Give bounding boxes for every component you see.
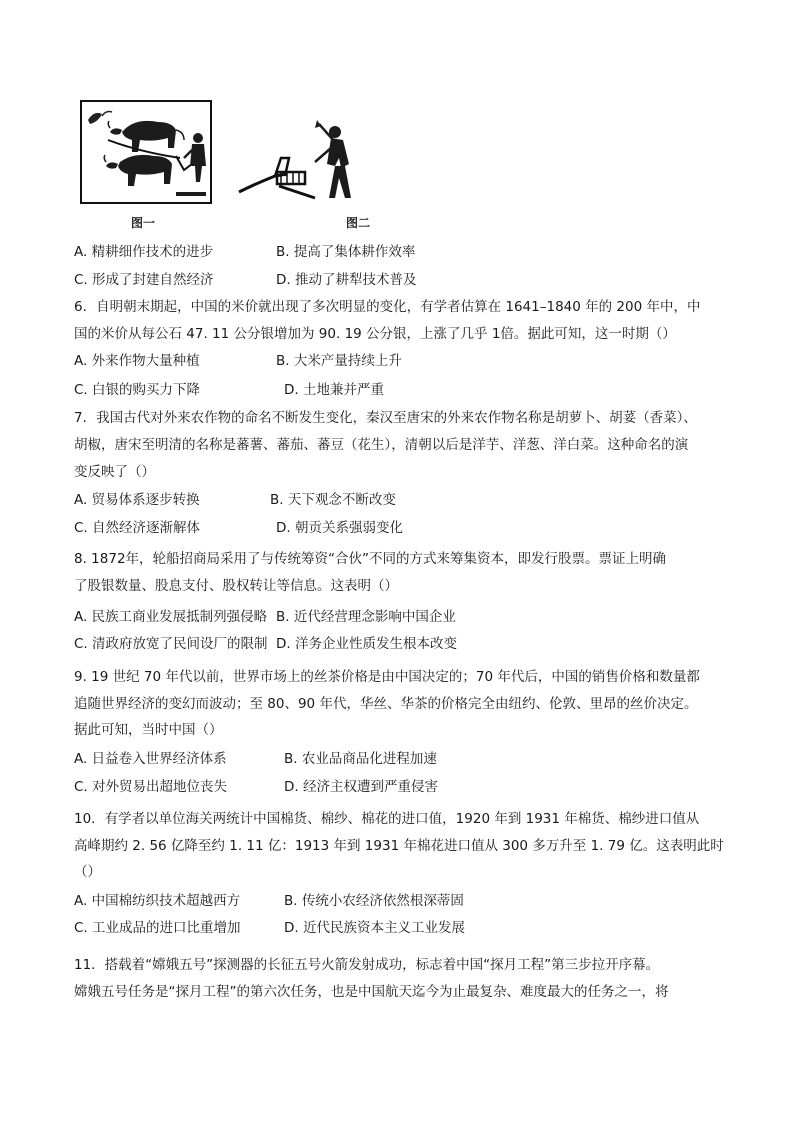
- q8-option-d: D. 洋务企业性质发生根本改变: [276, 636, 457, 652]
- q7-stem-line-2: 胡椒，唐宋至明清的名称是蕃薯、蕃茄、蕃豆（花生），清朝以后是洋芋、洋葱、洋白菜。这种命名的演: [74, 437, 689, 453]
- q6-option-b: B. 大米产量持续上升: [276, 353, 402, 369]
- q8-option-b: B. 近代经营理念影响中国企业: [276, 609, 456, 625]
- q5-option-c: C. 形成了封建自然经济: [74, 272, 214, 288]
- plowing-oxen-illustration: [80, 100, 212, 204]
- q10-option-c: C. 工业成品的进口比重增加: [74, 920, 241, 936]
- curved-shaft-plow-illustration: [235, 118, 367, 204]
- q8-stem-line-1: 8. 1872年，轮船招商局采用了与传统筹资“合伙”不同的方式来筹集资本，即发行股票。票证上明确: [74, 551, 667, 567]
- q10-option-b: B. 传统小农经济依然根深蒂固: [284, 893, 464, 909]
- q6-option-d: D. 土地兼并严重: [284, 382, 384, 398]
- q7-stem-line-3: 变反映了（）: [74, 464, 155, 480]
- q9-stem-line-3: 据此可知，当时中国（）: [74, 722, 223, 738]
- figure-2-caption: 图二: [346, 216, 371, 230]
- q7-option-d: D. 朝贡关系强弱变化: [276, 520, 403, 536]
- q9-option-a: A. 日益卷入世界经济体系: [74, 751, 227, 767]
- q10-stem-line-2: 高峰期约 2. 56 亿降至约 1. 11 亿：1913 年到 1931 年棉花进口值从 300 多万升至 1. 79 亿。这表明此时: [74, 838, 724, 854]
- q10-option-d: D. 近代民族资本主义工业发展: [284, 920, 465, 936]
- q6-stem-line-2: 国的米价从每公石 47. 11 公分银增加为 90. 19 公分银，上涨了几乎 1倍。据此可知，这一时期（）: [74, 326, 676, 342]
- q6-option-c: C. 白银的购买力下降: [74, 382, 201, 398]
- q7-stem-line-1: 7．我国古代对外来农作物的命名不断发生变化，秦汉至唐宋的外来农作物名称是胡萝卜、胡荽（香菜）、: [74, 410, 697, 426]
- figure-1-caption: 图一: [131, 216, 156, 230]
- q9-option-b: B. 农业品商品化进程加速: [284, 751, 437, 767]
- q11-stem-line-1: 11．搭载着“嫦娥五号”探测器的长征五号火箭发射成功，标志着中国“探月工程”第三步拉开序幕。: [74, 957, 660, 973]
- q5-option-b: B. 提高了集体耕作效率: [276, 244, 416, 260]
- q10-stem-line-3: （）: [74, 864, 101, 880]
- q8-stem-line-2: 了股银数量、股息支付、股权转让等信息。这表明（）: [74, 578, 398, 594]
- q9-stem-line-1: 9. 19 世纪 70 年代以前，世界市场上的丝茶价格是由中国决定的；70 年代后，中国的销售价格和数量都: [74, 669, 700, 685]
- q8-option-a: A. 民族工商业发展抵制列强侵略: [74, 609, 268, 625]
- q6-stem-line-1: 6．自明朝末期起，中国的米价就出现了多次明显的变化，有学者估算在 1641–1840 年的 200 年中，中: [74, 299, 701, 315]
- q7-option-b: B. 天下观念不断改变: [270, 492, 396, 508]
- q7-option-a: A. 贸易体系逐步转换: [74, 492, 200, 508]
- q9-option-c: C. 对外贸易出超地位丧失: [74, 779, 228, 795]
- q7-option-c: C. 自然经济逐渐解体: [74, 520, 201, 536]
- q5-option-d: D. 推动了耕犁技术普及: [276, 272, 417, 288]
- q10-stem-line-1: 10．有学者以单位海关两统计中国棉货、棉纱、棉花的进口值，1920 年到 1931 年棉货、棉纱进口值从: [74, 811, 700, 827]
- q9-option-d: D. 经济主权遭到严重侵害: [284, 779, 438, 795]
- q6-option-a: A. 外来作物大量种植: [74, 353, 200, 369]
- q8-option-c: C. 清政府放宽了民间设厂的限制: [74, 636, 268, 652]
- q5-option-a: A. 精耕细作技术的进步: [74, 244, 214, 260]
- q10-option-a: A. 中国棉纺织技术超越西方: [74, 893, 241, 909]
- figures-area: [0, 0, 793, 240]
- q9-stem-line-2: 追随世界经济的变幻而波动；至 80、90 年代，华丝、华茶的价格完全由纽约、伦敦、里昂的丝价决定。: [74, 696, 698, 712]
- q11-stem-line-2: 嫦娥五号任务是“探月工程”的第六次任务，也是中国航天迄今为止最复杂、难度最大的任务之一，将: [74, 984, 669, 1000]
